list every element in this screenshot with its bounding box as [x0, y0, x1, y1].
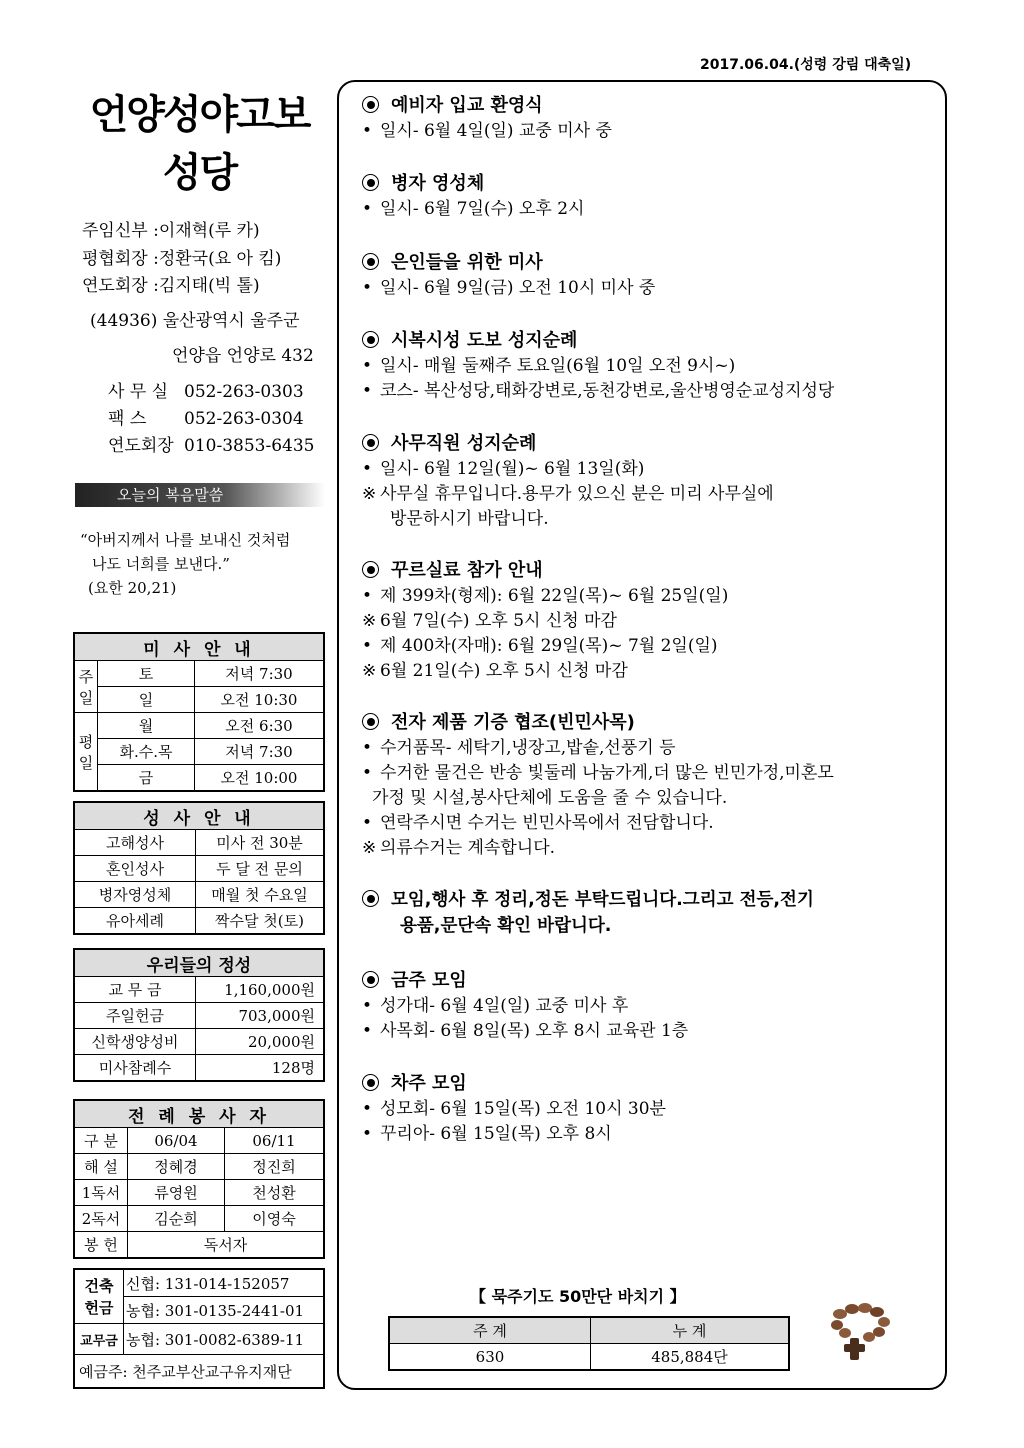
sacrament-name: 혼인성사 — [74, 856, 196, 882]
contact-row — [108, 377, 304, 402]
section-line — [362, 379, 932, 404]
contact-label: 연도회장 — [108, 436, 174, 456]
bullet-mark: • — [362, 121, 373, 141]
servers-name: 이영숙 — [225, 1206, 325, 1232]
announcement-section — [362, 171, 932, 222]
rosary-week-value: 630 — [389, 1344, 591, 1371]
line-text: 의류수거는 계속합니다. — [380, 838, 556, 858]
section-title — [362, 93, 932, 119]
section-title — [362, 1071, 932, 1097]
section-title-text: 차주 모임 — [391, 1073, 467, 1094]
servers-name: 천성환 — [225, 1180, 325, 1206]
section-line — [362, 811, 932, 836]
rosary-total-value: 485,884단 — [591, 1344, 790, 1371]
offering-value: 1,160,000원 — [196, 977, 325, 1003]
servers-label: 해 설 — [74, 1154, 128, 1180]
announcement-section — [362, 250, 932, 301]
offering-table — [73, 948, 325, 1082]
line-text: 성가대- 6월 4일(일) 교중 미사 후 — [380, 996, 629, 1016]
mass-time: 저녁 7:30 — [195, 661, 325, 687]
section-title — [362, 710, 932, 736]
bullet-mark: ※ — [362, 661, 377, 681]
servers-name: 정혜경 — [128, 1154, 225, 1180]
staff-label: 주임신부 — [82, 221, 148, 241]
section-title-text: 모임,행사 후 정리,정돈 부탁드립니다.그리고 전등,전기 — [391, 890, 814, 910]
contact-value: 010-3853-6435 — [184, 436, 315, 456]
contact-label: 사 무 실 — [108, 382, 169, 402]
section-title — [362, 431, 932, 457]
bullet-mark: ※ — [362, 838, 377, 858]
sacrament-value: 미사 전 30분 — [196, 830, 325, 856]
address-line2: 언양읍 언양로 432 — [172, 346, 314, 366]
bullet-mark: • — [362, 356, 373, 376]
bullseye-icon — [362, 434, 379, 451]
bullet-mark: • — [362, 813, 373, 833]
servers-title: 전 례 봉 사 자 — [74, 1100, 324, 1128]
section-line — [362, 761, 932, 786]
bullet-mark: • — [362, 199, 373, 219]
contact-value: 052-263-0303 — [184, 382, 304, 402]
bullet-mark: • — [362, 278, 373, 298]
bullseye-icon — [362, 96, 379, 113]
section-line — [362, 507, 932, 532]
bullet-mark: ※ — [362, 611, 377, 631]
section-title — [362, 250, 932, 276]
staff-value: :정환국(요 아 킴) — [153, 249, 282, 269]
line-text: 꾸리아- 6월 15일(목) 오후 8시 — [380, 1124, 612, 1144]
church-name-line2: 성당 — [162, 150, 237, 196]
bullet-mark: • — [362, 738, 373, 758]
offering-value: 703,000원 — [196, 1003, 325, 1029]
announcement-section — [362, 968, 932, 1044]
bullet-mark: • — [362, 381, 373, 401]
mass-day: 월 — [98, 713, 195, 739]
announcement-section — [362, 1071, 932, 1147]
section-title-text: 예비자 입교 환영식 — [391, 95, 543, 116]
rosary-col-total: 누 계 — [591, 1317, 790, 1344]
offering-name: 주일헌금 — [74, 1003, 196, 1029]
building-account: 농협: 301-0135-2441-01 — [124, 1297, 325, 1324]
tithe-account: 농협: 301-0082-6389-11 — [124, 1324, 325, 1355]
servers-name: 류영원 — [128, 1180, 225, 1206]
bullet-mark: • — [362, 996, 373, 1016]
staff-label: 평협회장 — [82, 249, 148, 269]
gospel-line: 나도 너희를 보낸다.” — [92, 555, 230, 573]
line-text: 일시- 6월 9일(금) 오전 10시 미사 중 — [380, 278, 656, 298]
sacrament-table — [73, 801, 325, 935]
mass-day: 일 — [98, 687, 195, 713]
line-text: 연락주시면 수거는 빈민사목에서 전담합니다. — [380, 813, 714, 833]
section-line — [362, 786, 932, 811]
servers-label: 구 분 — [74, 1128, 128, 1154]
section-line — [362, 457, 932, 482]
bullet-mark: ※ — [362, 484, 377, 504]
section-title-cont: 용품,문단속 확인 바랍니다. — [400, 916, 612, 936]
servers-name: 김순희 — [128, 1206, 225, 1232]
weekday-label: 평일 — [74, 713, 98, 792]
section-title — [362, 968, 932, 994]
line-text: 사무실 휴무입니다.용무가 있으신 분은 미리 사무실에 — [380, 484, 774, 504]
contact-row — [108, 404, 304, 429]
bullseye-icon — [362, 253, 379, 270]
address-line1: (44936) 울산광역시 울주군 — [90, 311, 300, 331]
line-text: 사목회- 6월 8일(목) 오후 8시 교육관 1층 — [380, 1021, 689, 1041]
offering-value: 128명 — [196, 1055, 325, 1082]
gospel-quote — [80, 528, 320, 600]
line-text: 일시- 6월 7일(수) 오후 2시 — [380, 199, 585, 219]
line-text: 일시- 매월 둘째주 토요일(6월 10일 오전 9시~) — [380, 356, 736, 376]
line-text: 성모회- 6월 15일(목) 오전 10시 30분 — [380, 1099, 666, 1119]
bullseye-icon — [362, 331, 379, 348]
account-table — [73, 1268, 325, 1389]
line-text: 6월 21일(수) 오후 5시 신청 마감 — [380, 661, 628, 681]
sacrament-value: 두 달 전 문의 — [196, 856, 325, 882]
bullseye-icon — [362, 1074, 379, 1091]
bulletin-date: 2017.06.04.(성령 강림 대축일) — [700, 57, 912, 73]
offering-value: 20,000원 — [196, 1029, 325, 1055]
section-line — [362, 609, 932, 634]
bullet-mark: • — [362, 763, 373, 783]
section-line — [362, 354, 932, 379]
servers-name: 독서자 — [128, 1232, 325, 1259]
servers-name: 정진희 — [225, 1154, 325, 1180]
gospel-ref: (요한 20,21) — [88, 579, 177, 597]
section-title — [362, 887, 932, 913]
line-text: 일시- 6월 12일(월)~ 6월 13일(화) — [380, 459, 645, 479]
section-title — [362, 171, 932, 197]
section-title-text: 은인들을 위한 미사 — [391, 252, 543, 273]
bullet-mark: • — [362, 586, 373, 606]
line-text: 수거한 물건은 반송 빛둘레 나눔가게,더 많은 빈민가정,미혼모 — [380, 763, 834, 783]
line-text: 제 399차(형제): 6월 22일(목)~ 6월 25일(일) — [380, 586, 729, 606]
staff-value: :김지태(빅 톨) — [153, 276, 260, 296]
announcement-section — [362, 431, 932, 532]
section-line — [362, 584, 932, 609]
offering-title: 우리들의 정성 — [74, 949, 324, 977]
mass-day: 화.수.목 — [98, 739, 195, 765]
section-line — [362, 1122, 932, 1147]
bullet-mark: • — [362, 636, 373, 656]
mass-table — [73, 632, 325, 792]
announcement-section — [362, 887, 932, 939]
line-text: 제 400차(자매): 6월 29일(목)~ 7월 2일(일) — [380, 636, 718, 656]
mass-time: 오전 6:30 — [195, 713, 325, 739]
building-label: 헌금 — [84, 1298, 114, 1317]
bullet-mark: • — [362, 1124, 373, 1144]
rosary-title: 【 묵주기도 50만단 바치기 】 — [470, 1287, 686, 1306]
section-line — [362, 994, 932, 1019]
line-text: 일시- 6월 4일(일) 교중 미사 중 — [380, 121, 612, 141]
staff-value: :이재혁(루 카) — [153, 221, 260, 241]
mass-time: 저녁 7:30 — [195, 739, 325, 765]
section-line — [362, 634, 932, 659]
sacrament-value: 짝수달 첫(토) — [196, 908, 325, 935]
rosary-table — [388, 1316, 790, 1371]
section-title-text: 꾸르실료 참가 안내 — [391, 560, 543, 581]
announcement-section — [362, 710, 932, 861]
offering-name: 미사참례수 — [74, 1055, 196, 1082]
servers-date: 06/11 — [225, 1128, 325, 1154]
bullseye-icon — [362, 971, 379, 988]
line-text: 수거품목- 세탁기,냉장고,밥솥,선풍기 등 — [380, 738, 676, 758]
staff-label: 연도회장 — [82, 276, 148, 296]
section-title-text: 금주 모임 — [391, 970, 467, 991]
section-title-text: 병자 영성체 — [391, 173, 485, 194]
announcement-section — [362, 558, 932, 684]
bullseye-icon — [362, 561, 379, 578]
line-text: 가정 및 시설,봉사단체에 도움을 줄 수 있습니다. — [372, 788, 728, 808]
sacrament-name: 유아세례 — [74, 908, 196, 935]
section-line — [362, 736, 932, 761]
servers-label: 1독서 — [74, 1180, 128, 1206]
church-name-line1: 언양성야고보 — [89, 92, 310, 138]
rosary-col-week: 주 계 — [389, 1317, 591, 1344]
offering-name: 교 무 금 — [74, 977, 196, 1003]
bullet-mark: • — [362, 459, 373, 479]
mass-day: 금 — [98, 765, 195, 792]
staff-row — [82, 216, 260, 241]
section-line — [362, 836, 932, 861]
section-title — [362, 558, 932, 584]
staff-row — [82, 244, 281, 269]
bullseye-icon — [362, 174, 379, 191]
line-text: 6월 7일(수) 오후 5시 신청 마감 — [380, 611, 617, 631]
announcement-section — [362, 328, 932, 404]
servers-table — [73, 1099, 325, 1259]
contact-row — [108, 431, 314, 456]
bullet-mark: • — [362, 1021, 373, 1041]
sacrament-title: 성 사 안 내 — [74, 802, 324, 830]
section-title-text: 전자 제품 기증 협조(빈민사목) — [391, 712, 635, 733]
sacrament-value: 매월 첫 수요일 — [196, 882, 325, 908]
building-account: 신협: 131-014-152057 — [124, 1269, 325, 1297]
section-title-text: 사무직원 성지순례 — [391, 433, 537, 454]
section-line — [362, 482, 932, 507]
section-line — [362, 1019, 932, 1044]
contact-label: 팩 스 — [108, 409, 147, 429]
line-text: 방문하시기 바랍니다. — [390, 509, 549, 529]
sunday-label: 주일 — [74, 661, 98, 713]
rosary-icon — [828, 1300, 894, 1364]
section-line — [362, 1097, 932, 1122]
bullseye-icon — [362, 713, 379, 730]
line-text: 코스- 복산성당,태화강변로,동천강변로,울산병영순교성지성당 — [380, 381, 835, 401]
gospel-header: 오늘의 복음말씀 — [75, 483, 325, 507]
tithe-label: 교무금 — [74, 1324, 124, 1355]
section-title-text: 시복시성 도보 성지순례 — [391, 330, 578, 351]
sacrament-name: 병자영성체 — [74, 882, 196, 908]
bullet-mark: • — [362, 1099, 373, 1119]
servers-label: 봉 헌 — [74, 1232, 128, 1259]
gospel-line: “아버지께서 나를 보내신 것처럼 — [80, 531, 291, 549]
building-label: 건축 — [84, 1276, 114, 1295]
mass-time: 오전 10:30 — [195, 687, 325, 713]
servers-date: 06/04 — [128, 1128, 225, 1154]
staff-row — [82, 271, 260, 296]
section-title — [362, 328, 932, 354]
announcement-section — [362, 93, 932, 144]
offering-name: 신학생양성비 — [74, 1029, 196, 1055]
section-line — [362, 197, 932, 222]
servers-label: 2독서 — [74, 1206, 128, 1232]
section-line — [362, 276, 932, 301]
building-fund-label — [74, 1269, 124, 1324]
sacrament-name: 고해성사 — [74, 830, 196, 856]
contact-value: 052-263-0304 — [184, 409, 304, 429]
bullseye-icon — [362, 890, 379, 907]
mass-time: 오전 10:00 — [195, 765, 325, 792]
account-holder: 예금주: 천주교부산교구유지재단 — [74, 1355, 324, 1389]
section-line — [362, 659, 932, 684]
mass-day: 토 — [98, 661, 195, 687]
mass-title: 미 사 안 내 — [74, 633, 324, 661]
section-line — [362, 119, 932, 144]
